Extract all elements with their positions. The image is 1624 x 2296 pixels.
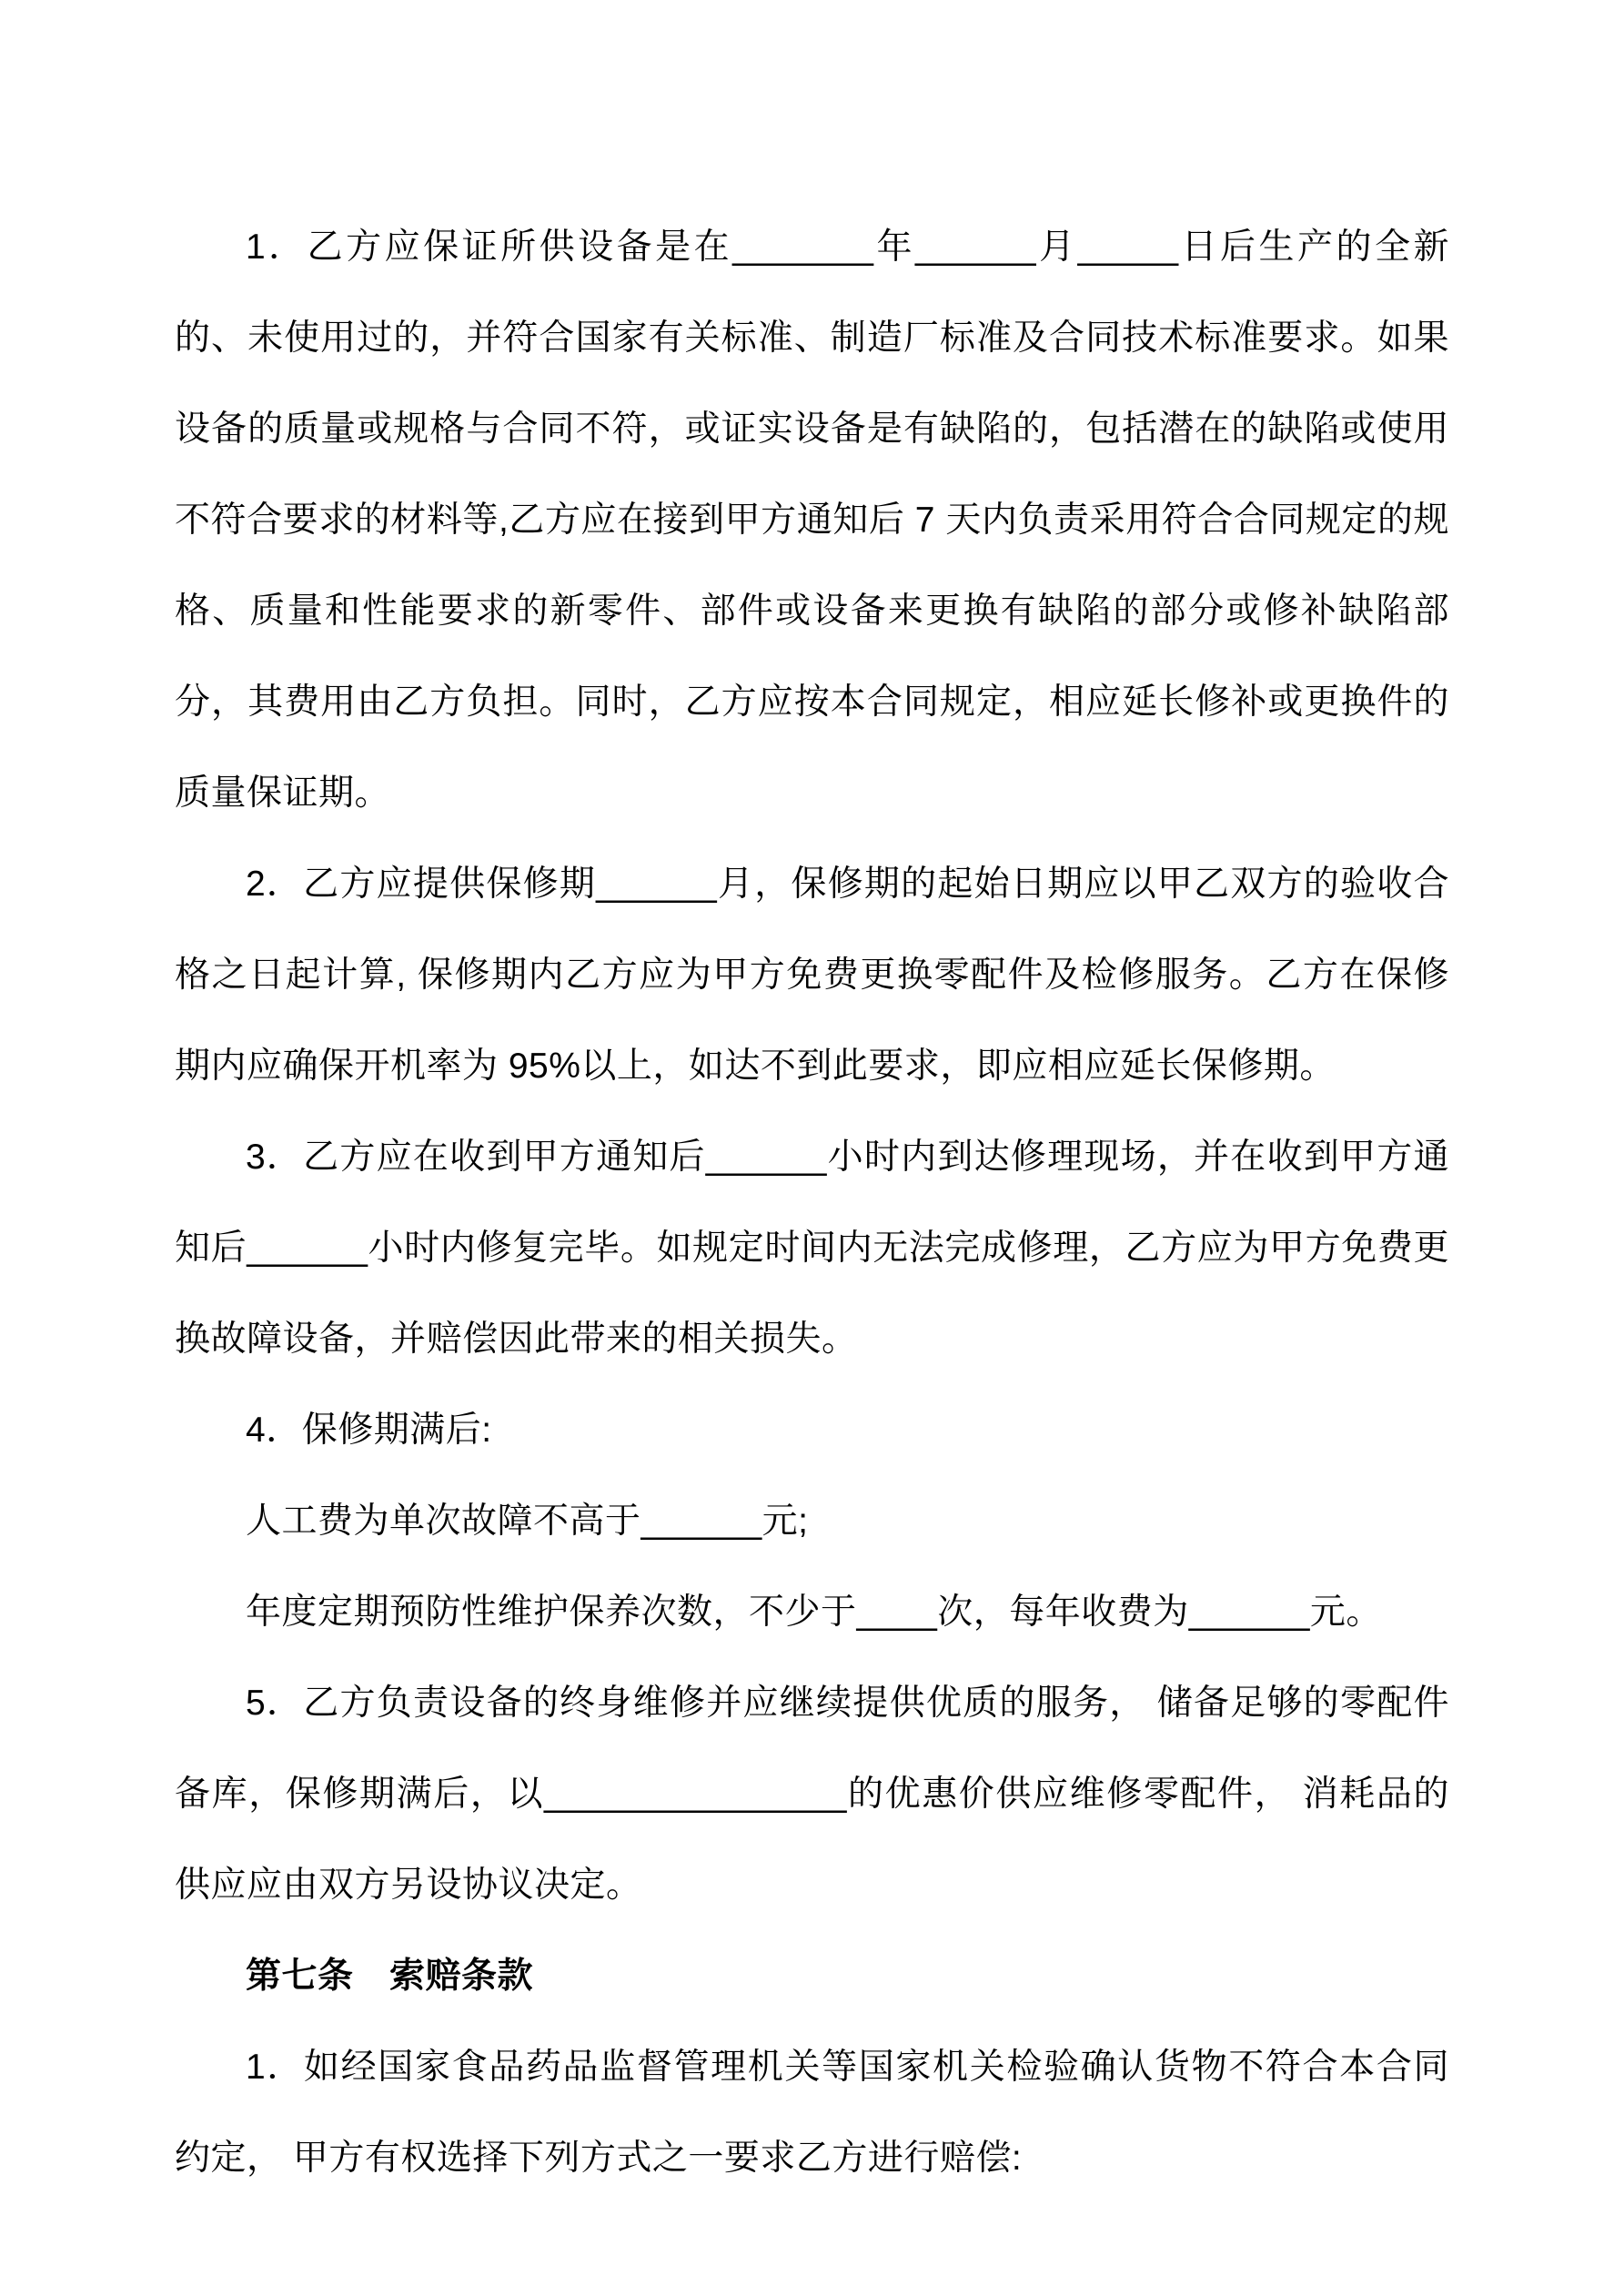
paragraph-after-warranty-title: 4．保修期满后: (246, 1411, 492, 1450)
section-heading-claims-clause: 第七条 索赔条款 (246, 1957, 534, 1996)
paragraph-repair-response-time: 3．乙方应在收到甲方通知后______小时内到达修理现场，并在收到甲方通知后______小时内修复完毕。如规定时间内无法完成修理，乙方应为甲方免费更换故障设备，并赔偿因此带来的相关损失。 (175, 1138, 1449, 1359)
paragraph-warranty-new-equipment: 1．乙方应保证所供设备是在_______年______月_____日后生产的全新的、未使用过的，并符合国家有关标准、制造厂标准及合同技术标准要求。如果设备的质量或规格与合同不符，或证实设备是有缺陷的，包括潜在的缺陷或使用不符合要求的材料等,乙方应在接到甲方通知后 7 天内负责采用符合合同规定的规格、质量和性能要求的新零件、部件或设备来更换有缺陷的部分或修补缺陷部分，其费用由乙方负担。同时，乙方应按本合同规定，相应延长修补或更换件的质量保证期。 (175, 228, 1449, 813)
paragraph-warranty-period: 2．乙方应提供保修期______月，保修期的起始日期应以甲乙双方的验收合格之日起计算, 保修期内乙方应为甲方免费更换零配件及检修服务。乙方在保修期内应确保开机率为 95%以上，如达不到此要求，即应相应延长保修期。 (175, 865, 1449, 1086)
paragraph-claims-inspection: 1．如经国家食品药品监督管理机关等国家机关检验确认货物不符合本合同约定， 甲方有权选择下列方式之一要求乙方进行赔偿: (175, 2048, 1449, 2178)
paragraph-labor-fee: 人工费为单次故障不高于______元; (246, 1502, 809, 1541)
paragraph-lifetime-maintenance: 5．乙方负责设备的终身维修并应继续提供优质的服务， 储备足够的零配件备库，保修期满后，以_______________的优惠价供应维修零配件， 消耗品的供应应由双方另设协议决定。 (175, 1684, 1449, 1905)
paragraph-annual-maintenance: 年度定期预防性维护保养次数，不少于____次，每年收费为______元。 (246, 1593, 1382, 1632)
